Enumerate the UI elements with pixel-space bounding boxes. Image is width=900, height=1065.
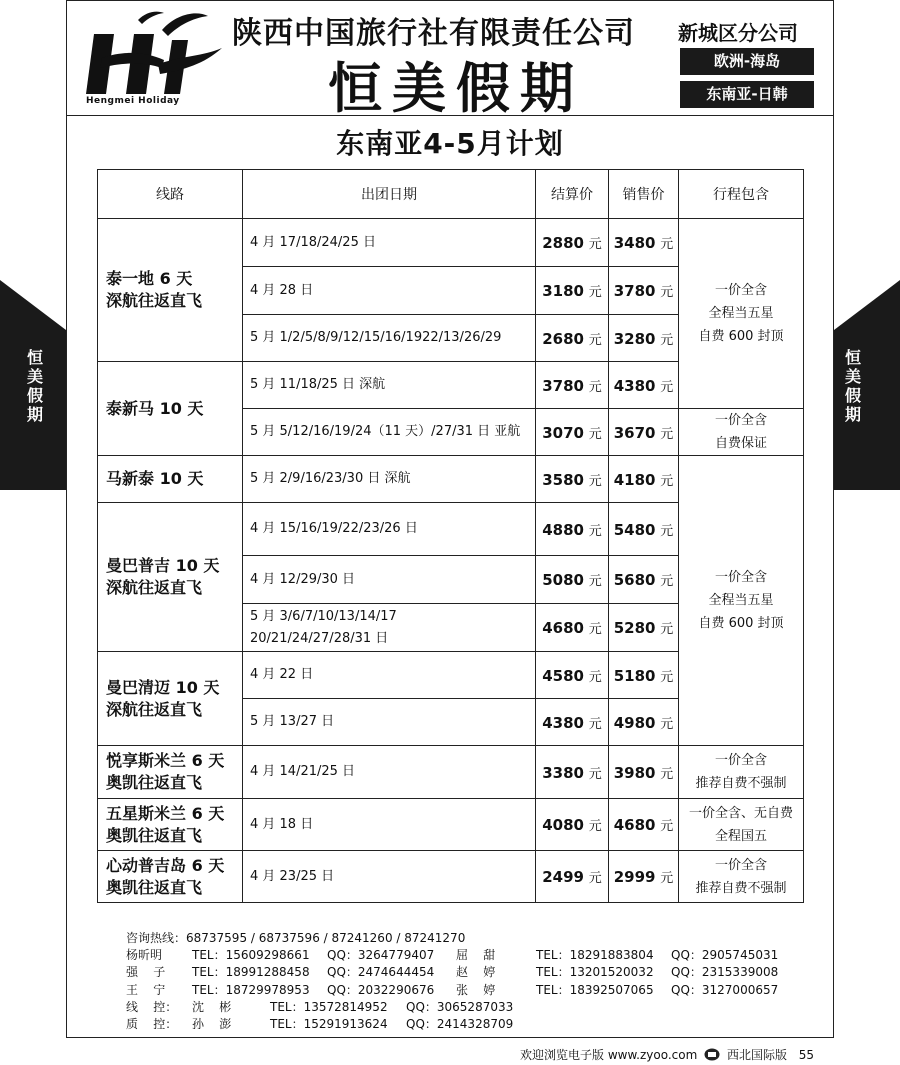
sale-value: 4680 xyxy=(613,816,656,834)
header-includes: 行程包含 xyxy=(679,170,804,219)
route-cell xyxy=(98,503,243,652)
contact-tel: TEL：18392507065 xyxy=(536,982,654,997)
cost-cell xyxy=(536,409,609,456)
header-sale: 销售价 xyxy=(609,170,679,219)
sale-cell xyxy=(609,315,679,362)
unit: 元 xyxy=(588,766,602,782)
route-cell xyxy=(98,362,243,456)
control-row xyxy=(126,1016,826,1033)
sale-value: 5480 xyxy=(613,520,656,539)
date-cell: 4 月 18 日 xyxy=(243,799,536,851)
control-name: 沈 彬 xyxy=(192,999,232,1014)
company-name: 陕西中国旅行社有限责任公司 xyxy=(232,16,635,51)
unit: 元 xyxy=(588,426,602,442)
control-role: 线 控： xyxy=(126,999,178,1014)
date-cell: 5 月 11/18/25 日 深航 xyxy=(243,362,536,409)
contact-tel: TEL：18729978953 xyxy=(192,982,310,997)
includes-line: 一价全含 xyxy=(714,413,767,428)
cost-cell xyxy=(536,503,609,556)
contact-name: 王 宁 xyxy=(126,982,166,997)
cost-value: 2680 xyxy=(542,329,584,348)
table-row xyxy=(98,799,804,851)
table-header-row xyxy=(98,170,804,219)
includes-cell xyxy=(679,219,804,409)
route-cell xyxy=(98,652,243,746)
cost-value: 2499 xyxy=(542,868,584,886)
control-role: 质 控： xyxy=(126,1016,178,1031)
sale-value: 5280 xyxy=(613,619,656,637)
unit: 元 xyxy=(588,237,602,252)
sale-cell xyxy=(609,267,679,315)
table-row xyxy=(98,456,804,503)
date-cell: 4 月 28 日 xyxy=(243,267,536,315)
side-label-left: 恒美假期 xyxy=(26,348,43,424)
control-tel: TEL：15291913624 xyxy=(270,1016,388,1031)
cost-cell xyxy=(536,604,609,652)
logo-caption: Hengmei Holiday xyxy=(86,96,180,106)
contact-tel: TEL：13201520032 xyxy=(536,965,654,980)
date-cell: 4 月 14/21/25 日 xyxy=(243,746,536,799)
unit: 元 xyxy=(660,716,674,732)
cost-value: 3380 xyxy=(542,763,584,782)
date-line: 20/21/24/27/28/31 日 xyxy=(250,630,389,646)
sale-value: 5180 xyxy=(613,666,656,685)
unit: 元 xyxy=(588,379,602,395)
contact-name: 赵 婷 xyxy=(456,965,496,980)
sale-value: 3780 xyxy=(613,282,656,300)
unit: 元 xyxy=(660,622,674,637)
sale-cell xyxy=(609,746,679,799)
unit: 元 xyxy=(588,523,602,539)
includes-line: 自费 600 封顶 xyxy=(698,329,784,344)
includes-cell xyxy=(679,799,804,851)
unit: 元 xyxy=(660,766,674,782)
route-cell xyxy=(98,746,243,799)
date-cell xyxy=(243,604,536,652)
route-cell xyxy=(98,456,243,503)
route-cell xyxy=(98,799,243,851)
sale-cell xyxy=(609,604,679,652)
includes-cell xyxy=(679,746,804,799)
sale-cell xyxy=(609,362,679,409)
unit: 元 xyxy=(660,819,674,834)
tour-plan-table xyxy=(97,169,804,903)
footer-text: 欢迎浏览电子版 www.zyoo.com xyxy=(520,1048,698,1062)
footer-publisher: 西北国际版 xyxy=(726,1048,787,1062)
contact-name: 强 子 xyxy=(126,965,166,980)
publisher-logo-icon xyxy=(704,1048,720,1061)
sale-cell xyxy=(609,503,679,556)
hotline-text: 咨询热线：68737595 / 68737596 / 87241260 / 87241270 xyxy=(126,931,466,945)
table-row xyxy=(98,746,804,799)
contact-tel: TEL：15609298661 xyxy=(192,948,310,963)
includes-line: 全程国五 xyxy=(714,828,767,844)
unit: 元 xyxy=(660,871,674,886)
control-qq: QQ：2414328709 xyxy=(406,1016,514,1031)
includes-line: 自费保证 xyxy=(714,436,767,451)
brand-name: 恒美假期 xyxy=(328,57,584,120)
unit: 元 xyxy=(588,819,602,834)
contact-qq: QQ：2905745031 xyxy=(671,948,779,963)
route-cell xyxy=(98,219,243,362)
route-flight: 深航往返直飞 xyxy=(106,578,203,597)
date-cell: 5 月 1/2/5/8/9/12/15/16/1922/13/26/29 xyxy=(243,315,536,362)
sale-value: 3670 xyxy=(613,423,656,442)
sale-cell xyxy=(609,556,679,604)
table-row xyxy=(98,851,804,903)
route-name: 泰一地 6 天 xyxy=(106,269,193,288)
cost-value: 3580 xyxy=(542,470,584,489)
sale-value: 3280 xyxy=(613,329,656,348)
unit: 元 xyxy=(660,379,674,395)
cost-cell xyxy=(536,556,609,604)
sale-cell xyxy=(609,851,679,903)
control-row xyxy=(126,999,826,1016)
contact-qq: QQ：2032290676 xyxy=(327,982,435,997)
contact-qq: QQ：2474644454 xyxy=(327,965,435,980)
date-cell: 4 月 23/25 日 xyxy=(243,851,536,903)
sale-value: 3480 xyxy=(613,234,656,252)
includes-line: 一价全含、无自费 xyxy=(688,805,793,821)
cost-cell xyxy=(536,652,609,699)
includes-cell xyxy=(679,851,804,903)
includes-line: 自费 600 封顶 xyxy=(698,616,784,631)
route-flight: 奥凯往返直飞 xyxy=(106,773,203,792)
cost-value: 3070 xyxy=(542,423,584,442)
route-name: 悦享斯米兰 6 天 xyxy=(106,751,225,770)
sale-value: 4380 xyxy=(613,376,656,395)
route-name: 泰新马 10 天 xyxy=(106,398,204,418)
sale-value: 2999 xyxy=(613,868,656,886)
unit: 元 xyxy=(588,574,602,589)
control-qq: QQ：3065287033 xyxy=(406,999,514,1014)
cost-cell xyxy=(536,456,609,503)
date-cell: 4 月 22 日 xyxy=(243,652,536,699)
contact-name: 屈 甜 xyxy=(456,948,496,963)
route-flight: 深航往返直飞 xyxy=(106,699,203,719)
unit: 元 xyxy=(660,285,674,300)
unit: 元 xyxy=(660,426,674,442)
branch-name: 新城区分公司 xyxy=(678,21,798,45)
hotline xyxy=(126,930,826,947)
unit: 元 xyxy=(588,332,602,348)
route-name: 曼巴普吉 10 天 xyxy=(106,556,220,575)
route-name: 心动普吉岛 6 天 xyxy=(106,855,225,875)
tag-sea-japan-korea: 东南亚-日韩 xyxy=(680,81,814,108)
includes-line: 一价全含 xyxy=(714,857,767,873)
includes-line: 推荐自费不强制 xyxy=(695,776,787,791)
cost-value: 4080 xyxy=(542,816,584,834)
page-title: 东南亚4-5月计划 xyxy=(336,127,564,160)
sale-value: 3980 xyxy=(613,763,656,782)
route-name: 五星斯米兰 6 天 xyxy=(106,803,225,823)
tag-europe-islands: 欧洲-海岛 xyxy=(680,48,814,75)
route-flight: 奥凯往返直飞 xyxy=(106,877,203,897)
date-line: 5 月 3/6/7/10/13/14/17 xyxy=(250,608,397,624)
date-cell: 4 月 17/18/24/25 日 xyxy=(243,219,536,267)
unit: 元 xyxy=(588,716,602,732)
route-name: 曼巴清迈 10 天 xyxy=(106,677,220,697)
cost-value: 4580 xyxy=(542,666,584,685)
includes-line: 一价全含 xyxy=(714,753,767,768)
cost-cell xyxy=(536,746,609,799)
cost-value: 4380 xyxy=(542,713,584,732)
cost-value: 3780 xyxy=(542,376,584,395)
cost-cell xyxy=(536,315,609,362)
header-date: 出团日期 xyxy=(243,170,536,219)
includes-line: 一价全含 xyxy=(714,283,767,298)
cost-cell xyxy=(536,851,609,903)
sale-cell xyxy=(609,409,679,456)
sale-cell xyxy=(609,799,679,851)
hengmei-logo xyxy=(84,6,224,110)
page-number: 55 xyxy=(798,1048,815,1062)
unit: 元 xyxy=(660,523,674,539)
unit: 元 xyxy=(660,237,674,252)
unit: 元 xyxy=(660,332,674,348)
contact-name: 张 婷 xyxy=(456,982,496,997)
date-cell: 4 月 15/16/19/22/23/26 日 xyxy=(243,503,536,556)
contact-section xyxy=(126,930,826,1033)
cost-cell xyxy=(536,267,609,315)
unit: 元 xyxy=(588,669,602,685)
contact-qq: QQ：3127000657 xyxy=(671,982,779,997)
includes-cell xyxy=(679,409,804,456)
route-flight: 奥凯往返直飞 xyxy=(106,825,203,845)
sale-value: 4980 xyxy=(613,713,656,732)
date-cell: 5 月 13/27 日 xyxy=(243,699,536,746)
date-cell: 4 月 12/29/30 日 xyxy=(243,556,536,604)
date-cell: 5 月 2/9/16/23/30 日 深航 xyxy=(243,456,536,503)
sale-value: 4180 xyxy=(613,470,656,489)
header-route: 线路 xyxy=(98,170,243,219)
cost-value: 5080 xyxy=(542,571,584,589)
sale-cell xyxy=(609,456,679,503)
includes-line: 全程当五星 xyxy=(708,306,774,321)
control-name: 孙 澎 xyxy=(192,1016,232,1031)
cost-cell xyxy=(536,699,609,746)
includes-line: 全程当五星 xyxy=(708,593,774,608)
unit: 元 xyxy=(660,669,674,685)
cost-cell xyxy=(536,219,609,267)
contact-name: 杨昕明 xyxy=(126,948,163,963)
control-tel: TEL：13572814952 xyxy=(270,999,388,1014)
contact-tel: TEL：18991288458 xyxy=(192,965,310,980)
contact-row xyxy=(126,964,826,981)
contact-qq: QQ：3264779407 xyxy=(327,948,435,963)
header-cost: 结算价 xyxy=(536,170,609,219)
route-flight: 深航往返直飞 xyxy=(106,291,203,310)
sale-cell xyxy=(609,219,679,267)
includes-cell xyxy=(679,456,804,746)
cost-value: 3180 xyxy=(542,282,584,300)
unit: 元 xyxy=(660,473,674,489)
route-name: 马新泰 10 天 xyxy=(106,469,204,488)
includes-line: 推荐自费不强制 xyxy=(695,880,787,896)
cost-value: 2880 xyxy=(542,234,584,252)
includes-line: 一价全含 xyxy=(714,570,767,585)
sale-cell xyxy=(609,652,679,699)
contact-row xyxy=(126,982,826,999)
sale-value: 5680 xyxy=(613,571,656,589)
unit: 元 xyxy=(588,871,602,886)
contact-qq: QQ：2315339008 xyxy=(671,965,779,980)
unit: 元 xyxy=(588,473,602,489)
unit: 元 xyxy=(660,574,674,589)
contact-tel: TEL：18291883804 xyxy=(536,948,654,963)
unit: 元 xyxy=(588,285,602,300)
cost-cell xyxy=(536,362,609,409)
table-row xyxy=(98,219,804,267)
date-cell: 5 月 5/12/16/19/24（11 天）/27/31 日 亚航 xyxy=(243,409,536,456)
cost-value: 4880 xyxy=(542,520,584,539)
cost-value: 4680 xyxy=(542,619,584,637)
sale-cell xyxy=(609,699,679,746)
footer xyxy=(520,1046,814,1063)
unit: 元 xyxy=(588,622,602,637)
route-cell xyxy=(98,851,243,903)
contact-row xyxy=(126,947,826,964)
cost-cell xyxy=(536,799,609,851)
side-label-right: 恒美假期 xyxy=(844,348,861,424)
